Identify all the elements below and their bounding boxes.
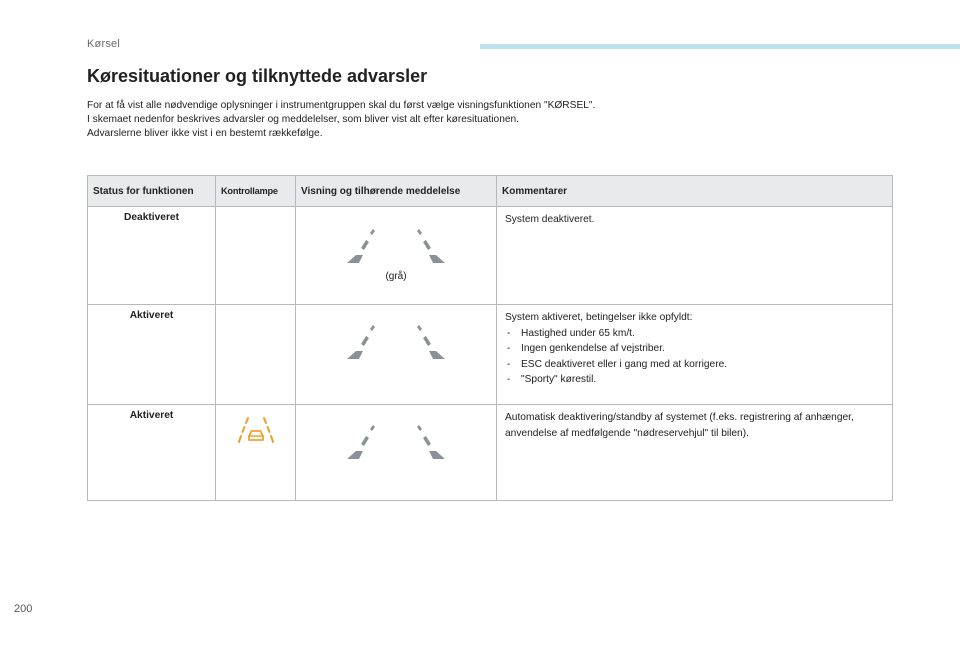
header-display: Visning og tilhørende meddelelse bbox=[296, 176, 497, 207]
display-cell bbox=[296, 305, 497, 405]
status-value: Deaktiveret bbox=[124, 212, 179, 223]
header-lamp: Kontrollampe bbox=[216, 176, 296, 207]
status-cell bbox=[88, 207, 216, 305]
comment-text: Automatisk deaktivering/standby af systemet (f.eks. registrering af anhænger, anvendelse af medfølgende "nødreservehjul" til bilen). bbox=[505, 412, 854, 439]
header-accent-bar bbox=[480, 44, 960, 49]
comment-list bbox=[505, 326, 884, 388]
table-row bbox=[88, 207, 893, 305]
lamp-cell bbox=[216, 305, 296, 405]
intro-line: For at få vist alle nødvendige oplysninger i instrumentgruppen skal du først vælge visningsfunktionen "KØRSEL". bbox=[87, 100, 596, 111]
lamp-cell bbox=[216, 207, 296, 305]
lane-keeping-warning-icon bbox=[238, 417, 274, 443]
table-row bbox=[88, 405, 893, 501]
comment-cell bbox=[497, 207, 893, 305]
lane-markings-icon bbox=[346, 325, 446, 361]
page-title: Køresituationer og tilknyttede advarsler bbox=[87, 66, 428, 86]
lane-markings-icon bbox=[346, 229, 446, 265]
comment-text: System aktiveret, betingelser ikke opfyldt: bbox=[505, 312, 693, 323]
list-item: - "Sporty" kørestil. bbox=[505, 372, 884, 388]
lane-markings-icon bbox=[346, 425, 446, 461]
intro-line: I skemaet nedenfor beskrives advarsler og meddelelser, som bliver vist alt efter køresituationen. bbox=[87, 114, 520, 125]
table-row bbox=[88, 305, 893, 405]
display-cell bbox=[296, 405, 497, 501]
display-cell bbox=[296, 207, 497, 305]
list-item: - ESC deaktiveret eller i gang med at korrigere. bbox=[505, 357, 884, 373]
table-header-row bbox=[88, 176, 893, 207]
header-status: Status for funktionen bbox=[88, 176, 216, 207]
list-item: - Ingen genkendelse af vejstriber. bbox=[505, 341, 884, 357]
status-value: Aktiveret bbox=[129, 410, 174, 421]
status-value: Aktiveret bbox=[129, 310, 174, 321]
display-caption: (grå) bbox=[385, 271, 407, 282]
lamp-cell bbox=[216, 405, 296, 501]
comment-cell bbox=[497, 405, 893, 501]
intro-line: Advarslerne bliver ikke vist i en bestemt rækkefølge. bbox=[87, 128, 323, 139]
intro-text bbox=[87, 99, 887, 141]
header-comments: Kommentarer bbox=[497, 176, 893, 207]
section-label: Kørsel bbox=[87, 38, 120, 50]
status-cell bbox=[88, 305, 216, 405]
warnings-table bbox=[87, 175, 893, 501]
status-cell bbox=[88, 405, 216, 501]
comment-cell bbox=[497, 305, 893, 405]
list-item: - Hastighed under 65 km/t. bbox=[505, 326, 884, 342]
comment-text: System deaktiveret. bbox=[505, 214, 595, 225]
page-number: 200 bbox=[14, 603, 33, 615]
